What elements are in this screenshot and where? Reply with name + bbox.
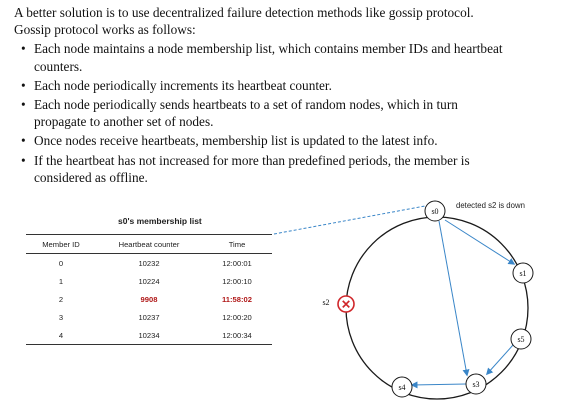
- bullet-text: Each node periodically increments its heartbeat counter.: [34, 77, 332, 93]
- node-label-s0: s0: [431, 207, 439, 216]
- bullet-text-continued: counters.: [34, 58, 83, 74]
- bullet-text: Each node maintains a node membership list, which contains member IDs and heartbeat: [34, 41, 503, 57]
- bullet-dot-icon: •: [21, 152, 26, 168]
- member-id-cell: 1: [58, 276, 64, 286]
- node-s3: [466, 374, 486, 394]
- intro-line: Gossip protocol works as follows:: [14, 22, 196, 38]
- failed-x-icon: ✕: [340, 297, 352, 312]
- node-label-s4: s4: [398, 383, 406, 392]
- member-id-cell: 2: [58, 294, 64, 304]
- time-cell: 12:00:01: [222, 258, 252, 268]
- time-cell: 12:00:20: [222, 312, 252, 322]
- detected-down-annotation: detected s2 is down: [456, 201, 525, 210]
- time-cell: 12:00:34: [202, 326, 272, 345]
- gossip-arrow-s0-s3: [439, 221, 467, 375]
- gossip-arrow-s0-s1: [445, 220, 514, 264]
- node-label-s3: s3: [472, 380, 480, 389]
- node-s5: [511, 329, 531, 349]
- heartbeat-cell: 9908: [140, 294, 158, 304]
- gossip-arrow-s5-s3: [487, 345, 513, 374]
- gossip-arrow-s3-s4: [412, 384, 466, 385]
- bullet-text: If the heartbeat has not increased for more than predefined periods, the member is: [34, 152, 470, 168]
- node-label-s1: s1: [519, 269, 527, 278]
- bullet-dot-icon: •: [21, 97, 26, 113]
- bullet-text: Once nodes receive heartbeats, membership list is updated to the latest info.: [34, 133, 438, 149]
- column-header-member-id: Member ID: [26, 235, 96, 254]
- time-cell: 12:00:10: [222, 276, 252, 286]
- dashed-connector-line: [274, 206, 425, 234]
- node-label-s5: s5: [517, 335, 525, 344]
- node-s2-failed: [322, 296, 354, 312]
- bullet-text-continued: considered as offline.: [34, 169, 148, 185]
- bullet-text-continued: propagate to another set of nodes.: [34, 114, 214, 130]
- bullet-text: Each node periodically sends heartbeats to a set of random nodes, which in turn: [34, 97, 458, 113]
- intro-line: A better solution is to use decentralized failure detection methods like gossip protocol.: [14, 5, 474, 20]
- node-s0: [425, 201, 445, 221]
- ring-circle: [346, 217, 528, 399]
- bullet-dot-icon: •: [21, 41, 26, 57]
- heartbeat-cell: 10224: [138, 276, 160, 286]
- member-id-cell: 4: [26, 326, 96, 345]
- heartbeat-cell: 10237: [138, 312, 160, 322]
- node-s1: [513, 263, 533, 283]
- node-label-s2: s2: [322, 298, 330, 307]
- time-cell: 11:58:02: [222, 294, 252, 304]
- column-header-heartbeat: Heartbeat counter: [96, 235, 202, 254]
- node-s4: [392, 377, 412, 397]
- heartbeat-cell: 10234: [96, 326, 202, 345]
- bullet-dot-icon: •: [21, 77, 26, 93]
- column-header-time: Time: [202, 235, 272, 254]
- heartbeat-cell: 10232: [138, 258, 160, 268]
- bullet-dot-icon: •: [21, 133, 26, 149]
- membership-list-title: s0's membership list: [118, 216, 202, 226]
- member-id-cell: 3: [58, 312, 64, 322]
- member-id-cell: 0: [58, 258, 64, 268]
